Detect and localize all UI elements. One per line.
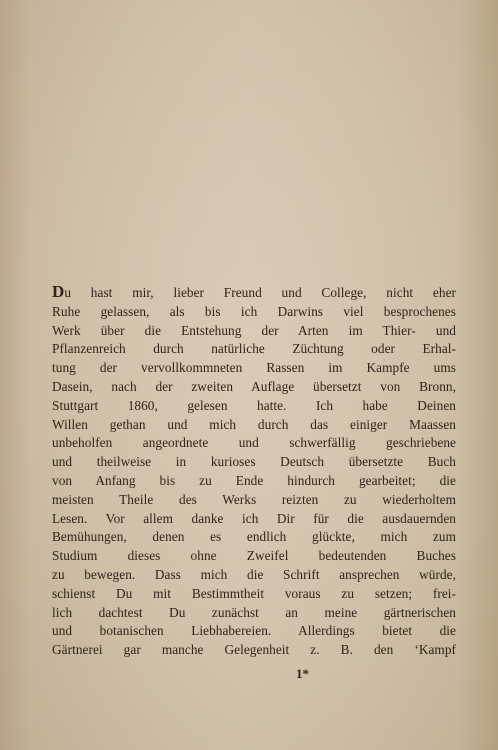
text-line: und botanischen Liebhabereien. Allerdings bietet die: [52, 623, 456, 639]
text-line: Lesen. Vor allem danke ich Dir für die ausdauernden: [52, 510, 456, 526]
text-line: von Anfang bis zu Ende hindurch gearbeitet; die: [52, 472, 456, 488]
text-line: schienst Du mit Bestimmtheit voraus zu setzen; frei-: [52, 585, 456, 601]
text-line: Willen gethan und mich durch das einiger Maassen: [52, 416, 456, 432]
text-line: Studium dieses ohne Zweifel bedeutenden Buches: [52, 548, 456, 564]
text-line: Werk über die Entstehung der Arten im Thier- und: [52, 322, 456, 338]
text-line: Pflanzenreich durch natürliche Züchtung oder Erhal-: [52, 341, 456, 357]
text-line: Stuttgart 1860, gelesen hatte. Ich habe Deinen: [52, 397, 456, 413]
text-line: zu bewegen. Dass mich die Schrift ansprechen würde,: [52, 566, 456, 582]
text-line: [52, 284, 456, 303]
text-line: unbeholfen angeordnete und schwerfällig geschriebene: [52, 435, 456, 451]
drop-cap: D: [52, 284, 65, 301]
text-line: lich dachtest Du zunächst an meine gärtnerischen: [52, 604, 456, 620]
text-line: und theilweise in kurioses Deutsch übersetzte Buch: [52, 454, 456, 470]
text-line: Bemühungen, denen es endlich glückte, mich zum: [52, 529, 456, 545]
body-paragraph: [52, 284, 456, 660]
text-line: Gärtnerei gar manche Gelegenheit z. B. den ‘Kampf: [52, 642, 456, 658]
text-line: Dasein, nach der zweiten Auflage übersetzt von Bronn,: [52, 378, 456, 394]
text-line-content: u hast mir, lieber Freund und College, nicht eher: [64, 285, 456, 300]
text-line: Ruhe gelassen, als bis ich Darwins viel besprochenes: [52, 303, 456, 319]
page-number: 1*: [296, 666, 309, 681]
text-line: tung der vervollkommneten Rassen im Kampfe ums: [52, 360, 456, 376]
text-line: meisten Theile des Werks reizten zu wiederholtem: [52, 491, 456, 507]
